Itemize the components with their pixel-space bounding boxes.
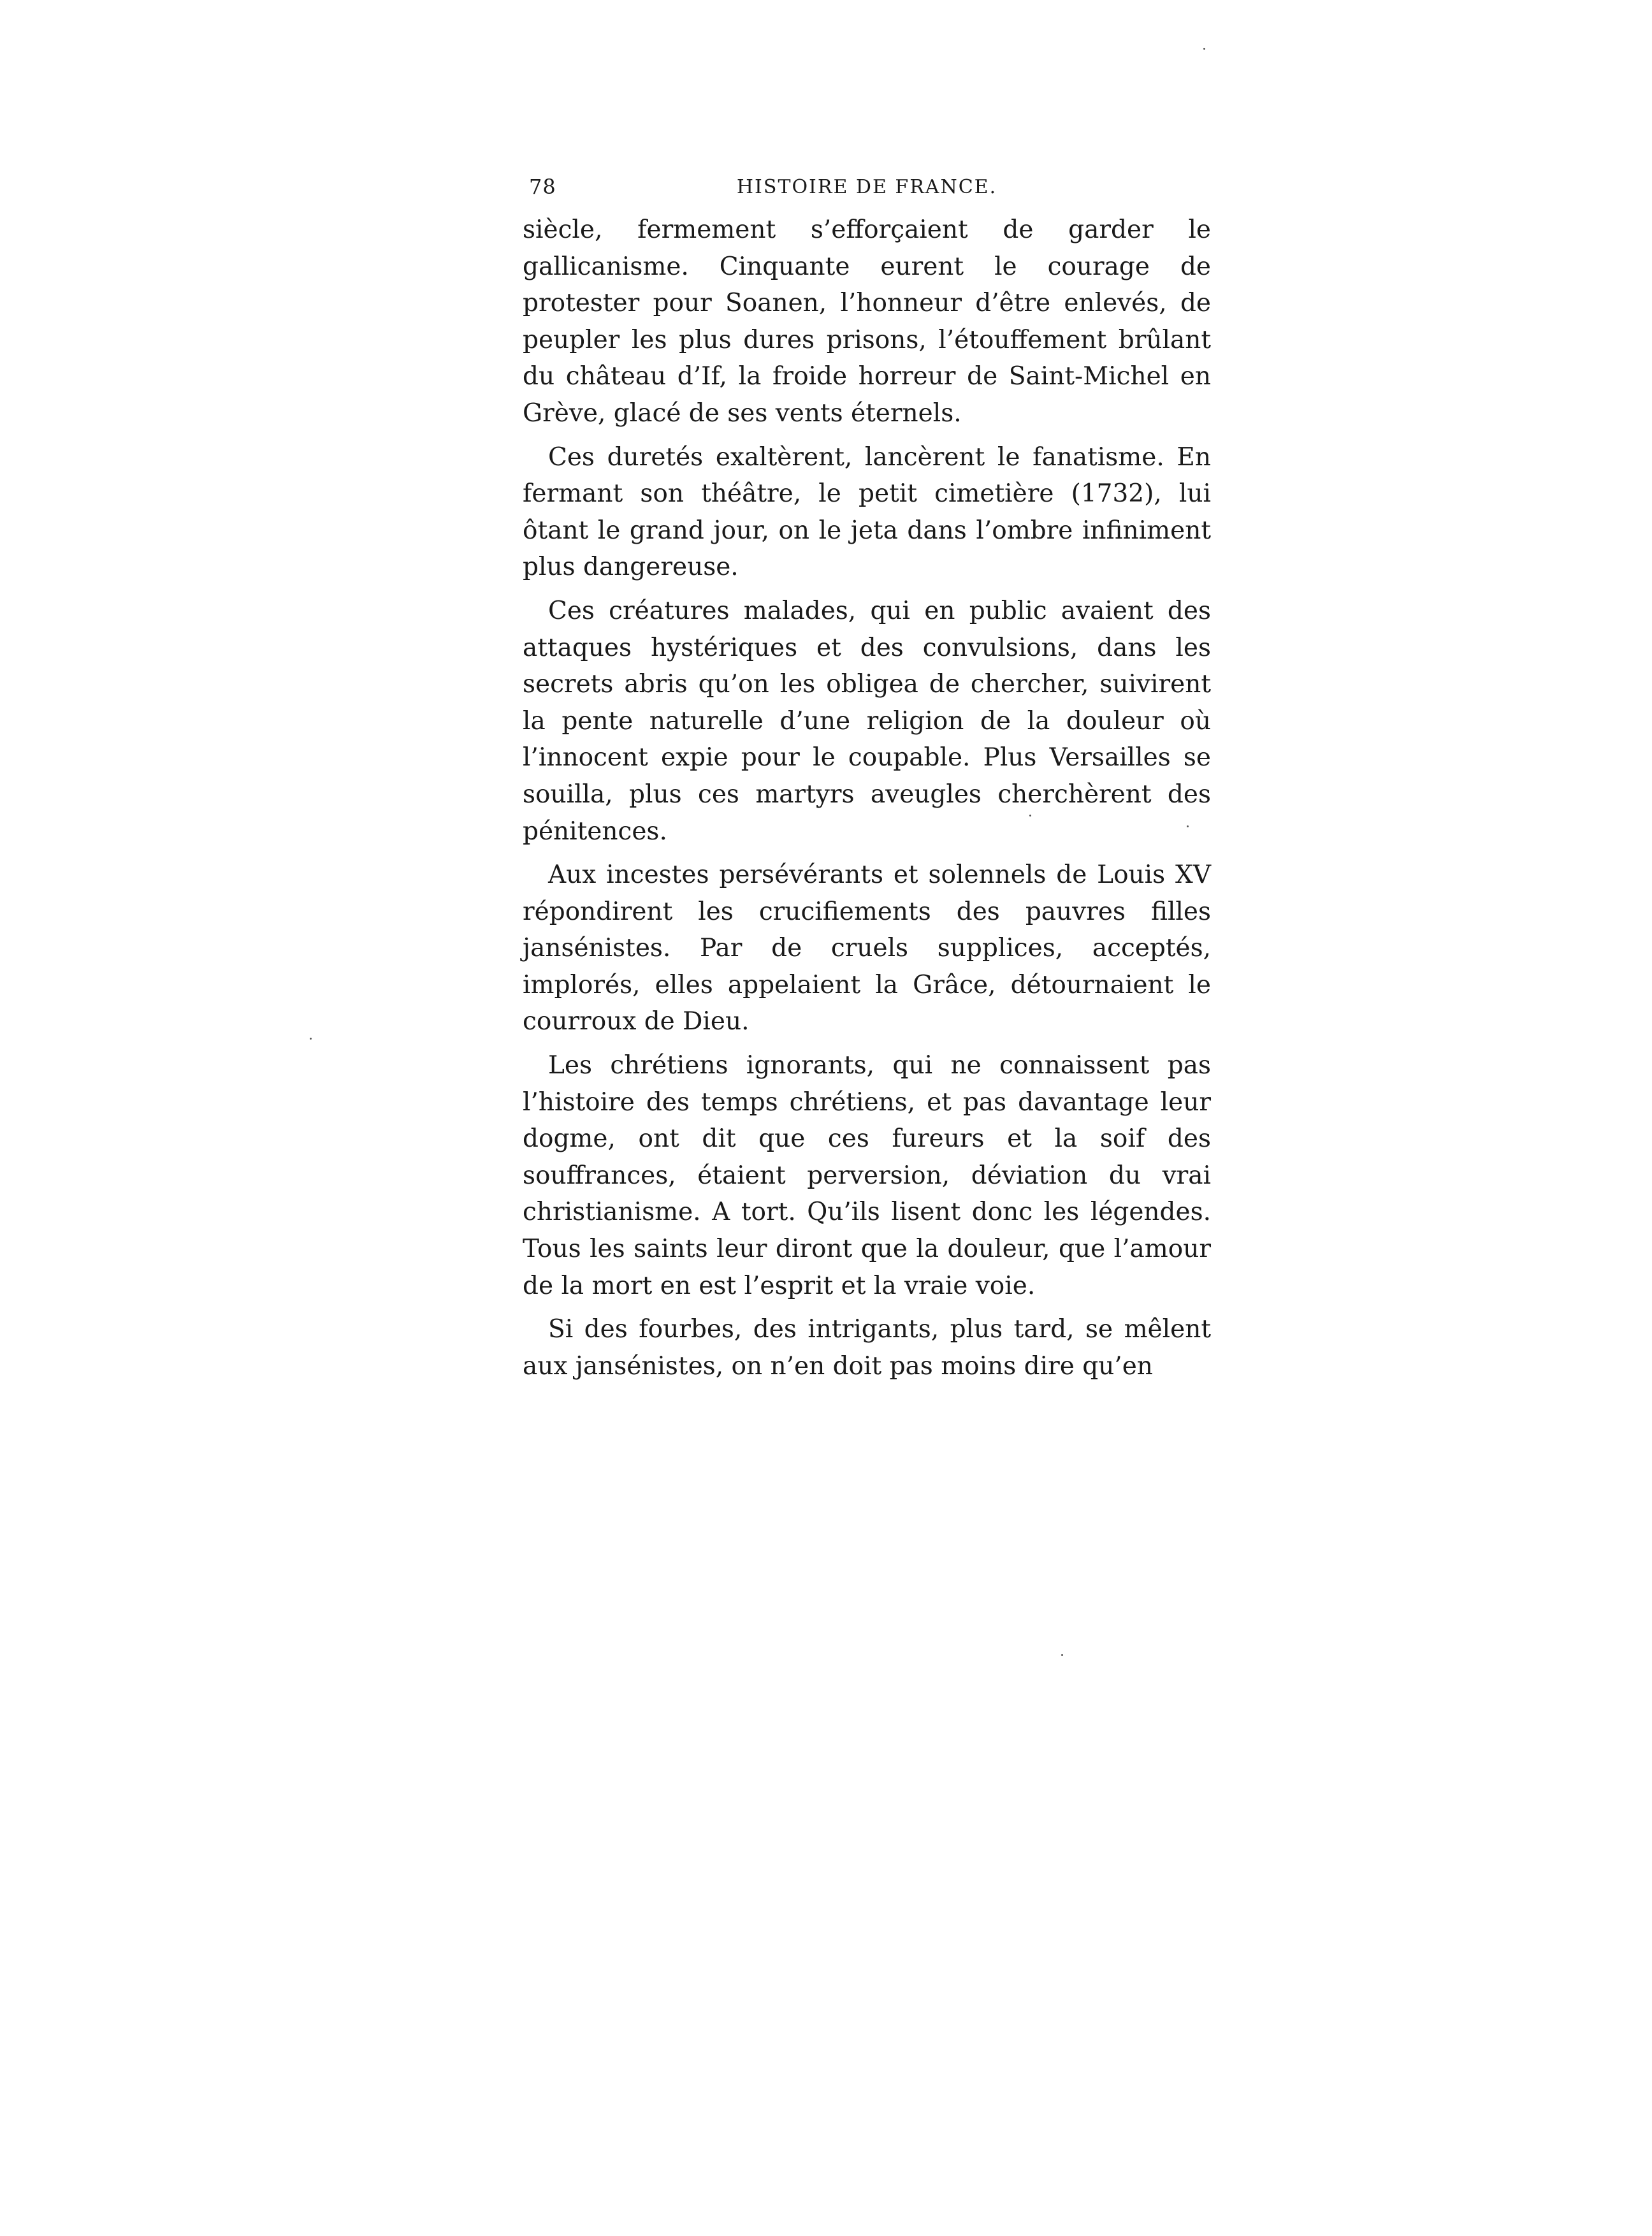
scan-speck — [1061, 1654, 1063, 1656]
page-number: 78 — [529, 175, 556, 199]
scan-speck — [1029, 815, 1031, 817]
scan-speck — [310, 1038, 312, 1040]
paragraph-1: siècle, fermement s’efforçaient de garder le gallicanisme. Cinquante eurent le courage de protester pour Soanen, l’honneur d’être enlevés, de peupler les plus dures prisons, l’étouffement brûlant du château d’If, la froide horreur de Saint-Michel en Grève, glacé de ses vents éternels. — [523, 215, 1211, 428]
body-text — [523, 212, 1211, 1384]
book-page — [523, 173, 1211, 1391]
paragraph-6: Si des fourbes, des intrigants, plus tard, se mêlent aux jansénistes, on n’en doit pas moins dire qu’en — [523, 1315, 1211, 1381]
running-head — [523, 173, 1211, 212]
paragraph-5: Les chrétiens ignorants, qui ne connaissent pas l’histoire des temps chrétiens, et pas davantage leur dogme, ont dit que ces fureurs et la soif des souffrances, étaient perversion, déviation du vrai christianisme. A tort. Qu’ils lisent donc les légendes. Tous les saints leur diront que la douleur, que l’amour de la mort en est l’esprit et la vraie voie. — [523, 1051, 1211, 1300]
scan-speck — [1187, 825, 1189, 827]
scan-speck — [1203, 48, 1205, 50]
paragraph-2: Ces duretés exaltèrent, lancèrent le fanatisme. En fermant son théâtre, le petit cimetière (1732), lui ôtant le grand jour, on le jeta dans l’ombre infiniment plus dangereuse. — [523, 442, 1211, 582]
paragraph-4: Aux incestes persévérants et solennels de Louis XV répondirent les crucifiements des pauvres filles jansénistes. Par de cruels supplices, acceptés, implorés, elles appelaient la Grâce, détournaient le courroux de Dieu. — [523, 860, 1211, 1036]
paragraph-3: Ces créatures malades, qui en public avaient des attaques hystériques et des convulsions, dans les secrets abris qu’on les obligea de chercher, suivirent la pente naturelle d’une religion de la douleur où l’innocent expie pour le coupable. Plus Versailles se souilla, plus ces martyrs aveugles cherchèrent des pénitences. — [523, 596, 1211, 846]
running-title: HISTOIRE DE FRANCE. — [736, 176, 997, 198]
